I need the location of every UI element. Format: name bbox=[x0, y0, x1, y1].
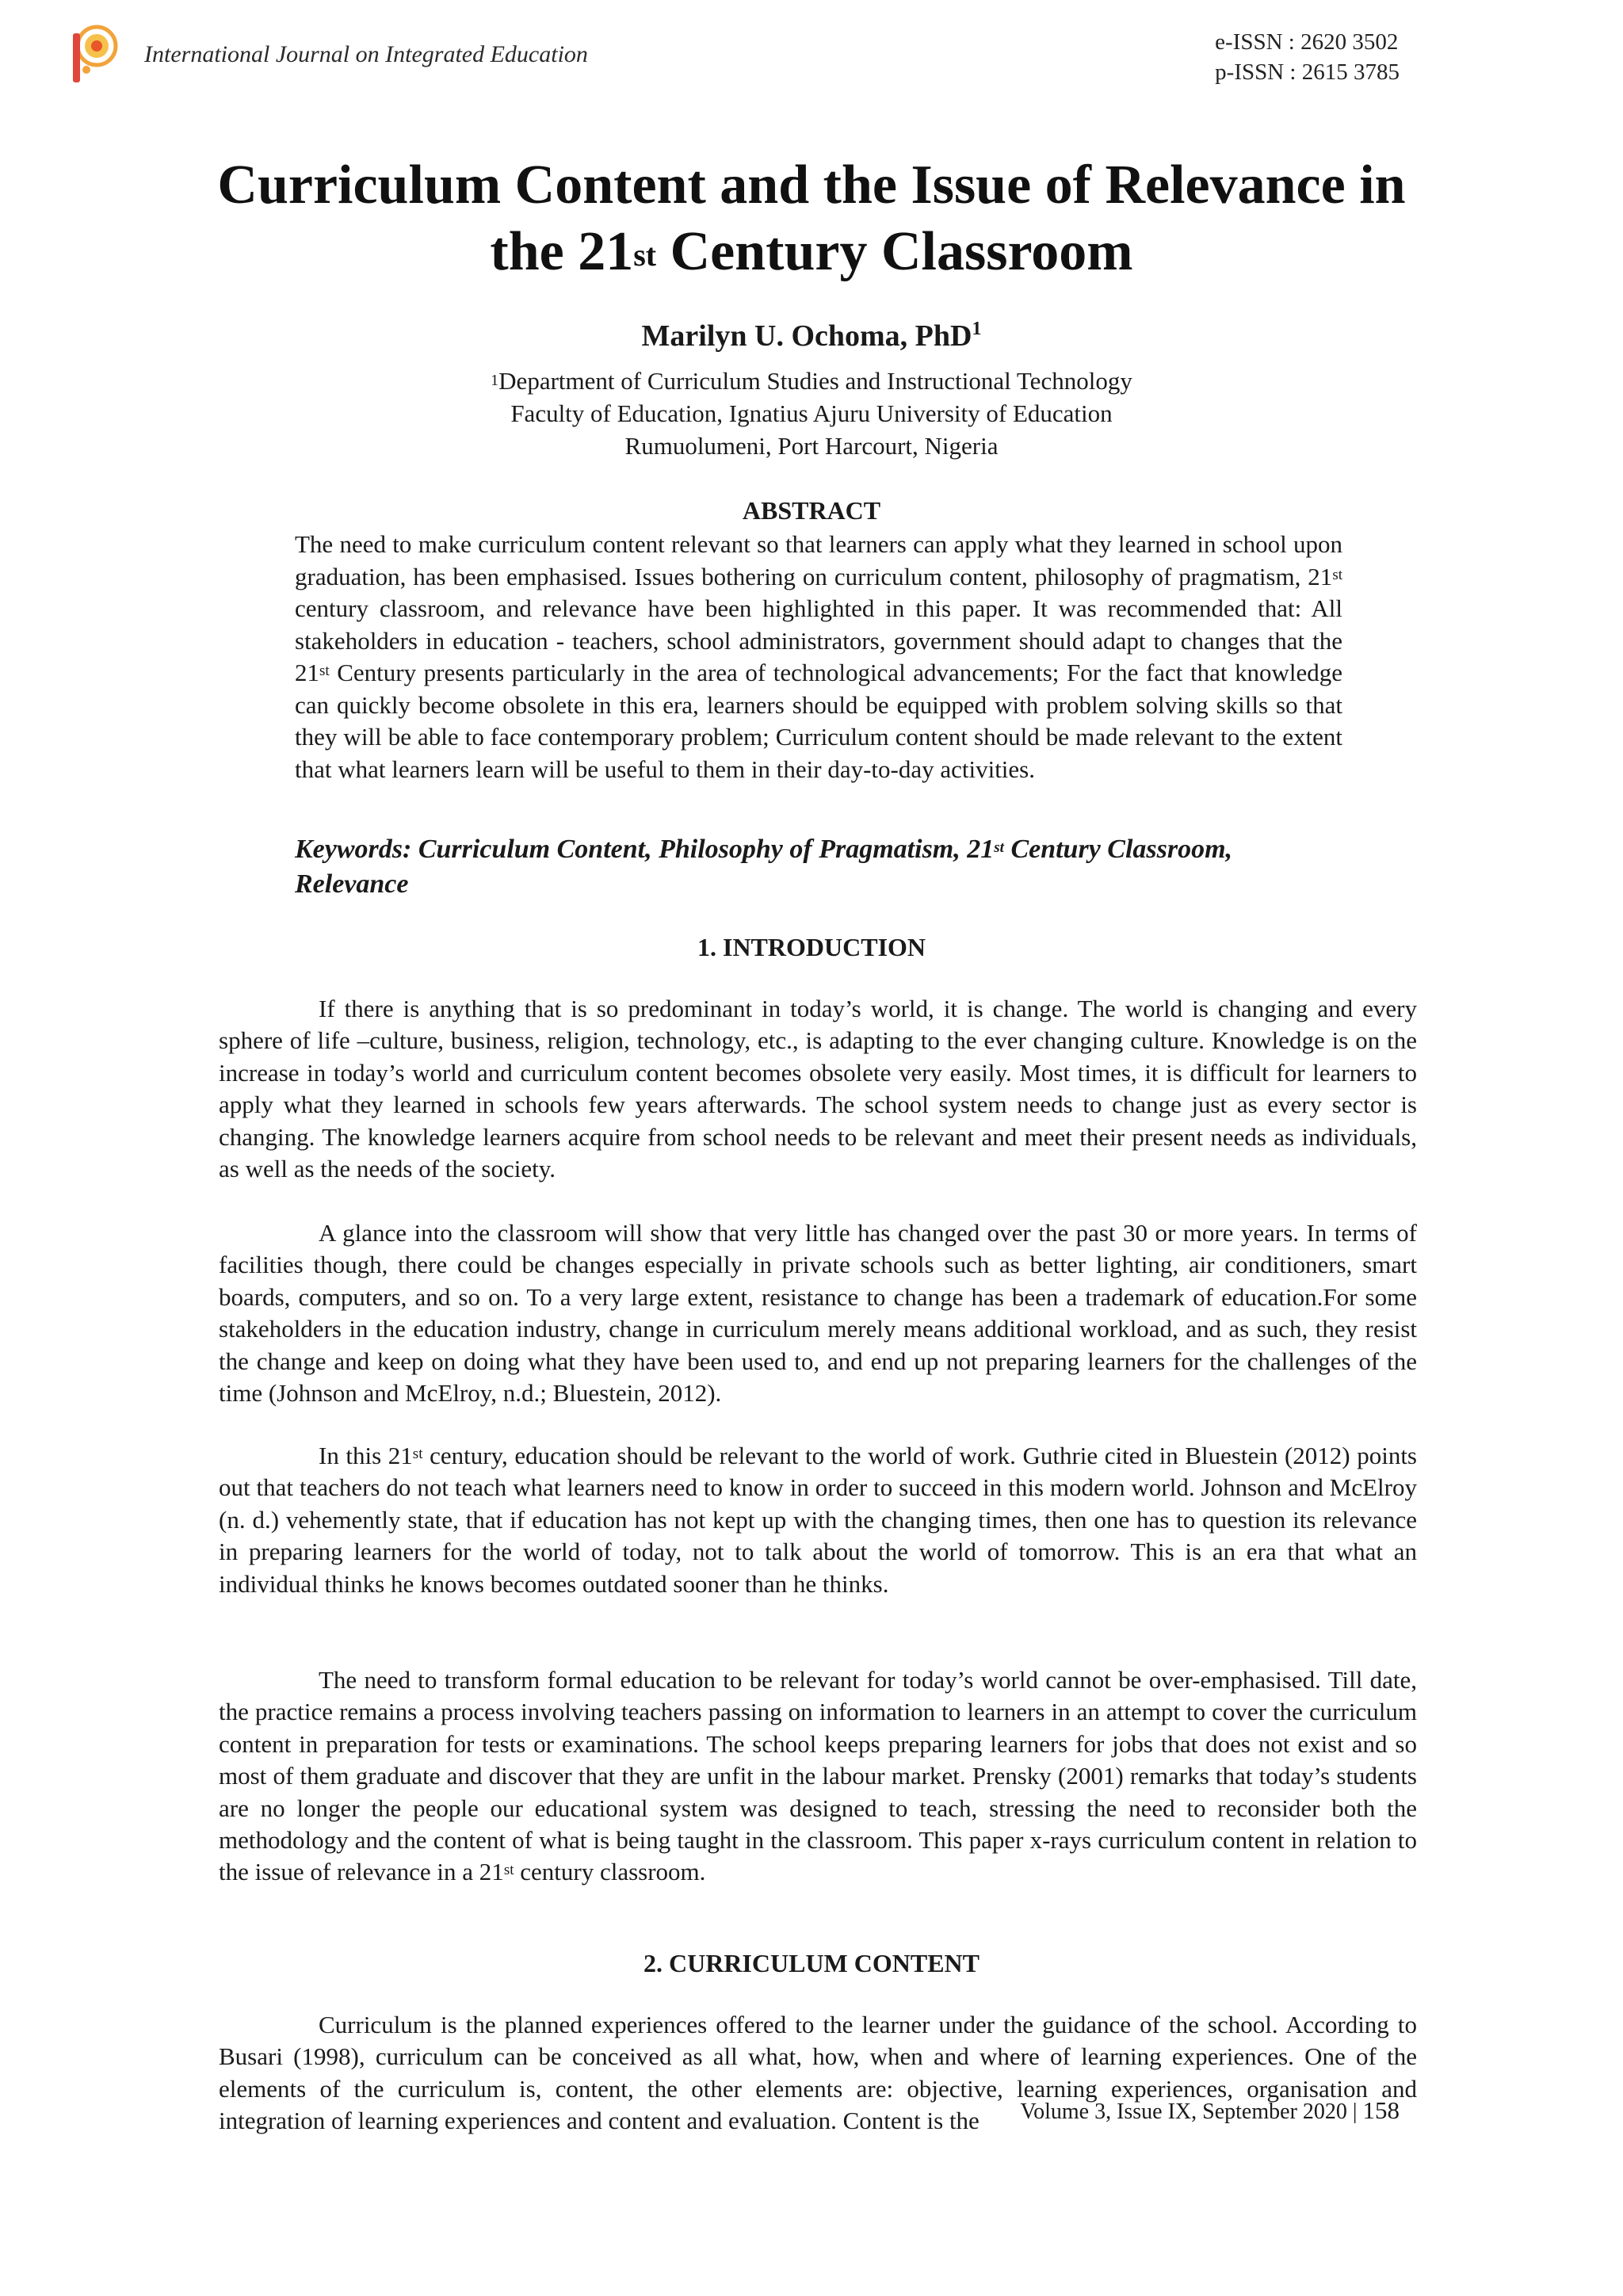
author-sup: 1 bbox=[972, 319, 982, 339]
intro-paragraph-4 bbox=[219, 1664, 1417, 1889]
paragraph-part: In this 21 bbox=[319, 1442, 413, 1469]
pissn: p-ISSN : 2615 3785 bbox=[1215, 59, 1400, 85]
abstract-sup: st bbox=[1332, 566, 1342, 583]
intro-paragraph-3 bbox=[219, 1440, 1417, 1600]
intro-paragraph-1: If there is anything that is so predominant in today’s world, it is change. The world is changing and every sphere of life –culture, business, religion, technology, etc., is adapting to the ever changing culture. Knowledge is on the increase in today’s world and curriculum content becomes obsolete very easily. Most times, it is difficult for learners to apply what they learned in schools few years afterwards. The school system needs to change just as every sector is changing. The knowledge learners acquire from school needs to be relevant and meet their present needs as individuals, as well as the needs of the society. bbox=[219, 995, 1417, 1183]
title-part: the 21 bbox=[490, 221, 634, 282]
author-text: Marilyn U. Ochoma, PhD bbox=[641, 319, 972, 353]
abstract-body bbox=[295, 529, 1342, 785]
abstract-part: Century presents particularly in the area of technological advancements; For the fact that knowledge can quickly become obsolete in this era, learners should be equipped with problem solving skills so that they will be able to face contemporary problem; Curriculum content should be made relevant to the extent that what learners learn will be useful to them in their day-to-day activities. bbox=[295, 659, 1342, 783]
affiliation bbox=[158, 365, 1465, 462]
title-sup: st bbox=[633, 237, 657, 273]
paragraph-sup: st bbox=[412, 1446, 423, 1462]
affiliation-line-3: Rumuolumeni, Port Harcourt, Nigeria bbox=[624, 432, 999, 460]
section-heading-introduction: 1. INTRODUCTION bbox=[697, 933, 926, 961]
affiliation-text: Department of Curriculum Studies and Instructional Technology bbox=[498, 367, 1132, 395]
intro-paragraph-2: A glance into the classroom will show that very little has changed over the past 30 or more years. In terms of facilities though, there could be changes especially in private schools such as better lighting, air conditioners, smart boards, computers, and so on. To a very large extent, resistance to change has been a trademark of education.For some stakeholders in the education industry, change in curriculum merely means additional workload, and as such, they resist the change and keep on doing what they have been used to, and end up not preparing learners for the challenges of the time (Johnson and McElroy, n.d.; Bluestein, 2012). bbox=[219, 1219, 1417, 1408]
page-footer bbox=[1020, 2096, 1400, 2125]
paragraph-part: century classroom. bbox=[514, 1858, 706, 1886]
abstract-heading: ABSTRACT bbox=[742, 496, 881, 525]
abstract-sup: st bbox=[319, 663, 330, 679]
issn-block bbox=[1215, 27, 1400, 87]
author-name bbox=[158, 319, 1465, 353]
paragraph-part: century, education should be relevant to the world of work. Guthrie cited in Bluestein (2012) points out that teachers do not teach what learners need to know in order to succeed in this modern world. Johnson and McElroy (n. d.) vehemently state, that if education has not kept up with the changing times, then one has to question its relevance in preparing learners for the world of today, not to talk about the world of tomorrow. This is an era that what an individual thinks he knows becomes outdated sooner than he thinks. bbox=[219, 1442, 1417, 1598]
section-heading-curriculum-content: 2. CURRICULUM CONTENT bbox=[643, 1949, 980, 1977]
title-part: Century Classroom bbox=[656, 221, 1133, 282]
journal-logo-icon bbox=[67, 22, 122, 86]
affiliation-line-1 bbox=[158, 365, 1465, 397]
abstract-part: The need to make curriculum content relevant so that learners can apply what they learned in school upon graduation, has been emphasised. Issues bothering on curriculum content, philosophy of pragmatism, 21 bbox=[295, 530, 1342, 590]
title-line-2 bbox=[158, 219, 1465, 285]
keywords bbox=[295, 832, 1342, 902]
keywords-sup: st bbox=[994, 839, 1004, 856]
curriculum-paragraph-1: Curriculum is the planned experiences offered to the learner under the guidance of the school. According to Busari (1998), curriculum can be conceived as all what, how, when and where of learning experiences. One of the elements of the curriculum is, content, the other elements are: objective, learning experiences, organisation and integration of learning experiences and content and evaluation. Content is the bbox=[219, 2011, 1417, 2135]
paragraph-part: The need to transform formal education to be relevant for today’s world cannot be over-emphasised. Till date, the practice remains a process involving teachers passing on information to learners in an attempt to cover the curriculum content in preparation for tests or examinations. The school keeps preparing learners for jobs that does not exist and so most of them graduate and discover that they are unfit in the labour market. Prensky (2001) remarks that today’s students are no longer the people our educational system was designed to teach, stressing the need to reconsider both the methodology and the content of what is being taught in the classroom. This paper x-rays curriculum content in relation to the issue of relevance in a 21 bbox=[219, 1666, 1417, 1886]
title-line-1: Curriculum Content and the Issue of Relevance in bbox=[217, 155, 1406, 216]
keywords-part: Keywords: Curriculum Content, Philosophy of Pragmatism, 21 bbox=[295, 835, 995, 864]
footer-volume: Volume 3, Issue IX, September 2020 | bbox=[1020, 2099, 1363, 2124]
affiliation-sup: 1 bbox=[491, 372, 499, 389]
paragraph-sup: st bbox=[503, 1862, 514, 1879]
eissn: e-ISSN : 2620 3502 bbox=[1215, 29, 1399, 55]
keywords-part: Century Classroom, Relevance bbox=[295, 835, 1233, 899]
page-number: 158 bbox=[1362, 2096, 1400, 2124]
abstract-part: century classroom, and relevance have been highlighted in this paper. It was recommended that: All stakeholders in education - teachers, school administrators, government should adapt to changes that the 21 bbox=[295, 594, 1342, 686]
paper-title bbox=[158, 152, 1465, 285]
affiliation-line-2: Faculty of Education, Ignatius Ajuru University of Education bbox=[510, 399, 1113, 427]
journal-name: International Journal on Integrated Education bbox=[144, 41, 588, 67]
